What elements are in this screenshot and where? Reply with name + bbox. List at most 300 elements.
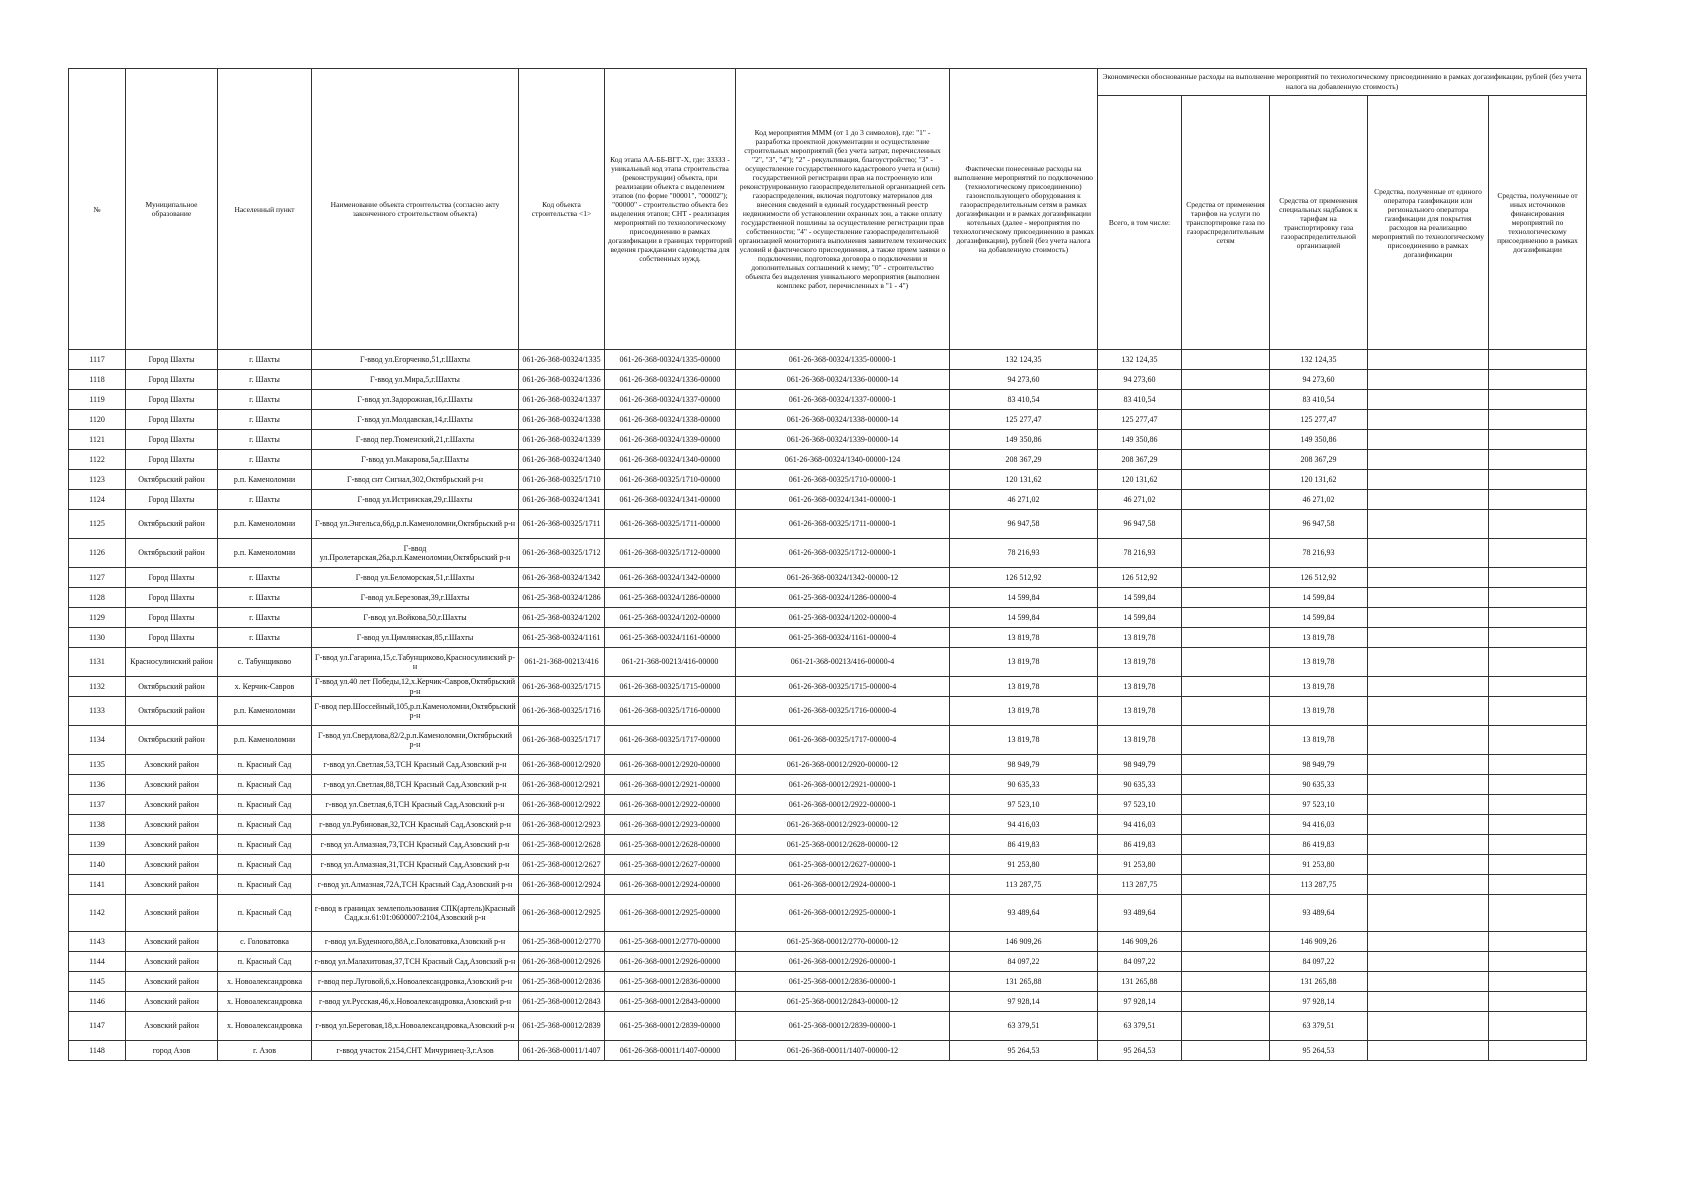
cell-operator xyxy=(1368,895,1489,932)
cell-num: 1135 xyxy=(69,755,126,775)
cell-total: 13 819,78 xyxy=(1098,628,1182,648)
cell-other xyxy=(1489,855,1587,875)
cell-other xyxy=(1489,1041,1587,1061)
cell-object-name: г-ввод пер.Луговой,6,х.Новоалександровка,Азовский р-н xyxy=(312,972,519,992)
cell-municipality: Город Шахты xyxy=(126,450,218,470)
cell-tariff xyxy=(1182,370,1270,390)
cell-total: 98 949,79 xyxy=(1098,755,1182,775)
cell-object-name: Г-ввод ул.Егорченко,51,г.Шахты xyxy=(312,350,519,370)
cell-surcharge: 13 819,78 xyxy=(1270,677,1368,697)
cell-settlement: г. Шахты xyxy=(218,628,312,648)
cell-settlement: г. Шахты xyxy=(218,370,312,390)
cell-settlement: п. Красный Сад xyxy=(218,835,312,855)
cell-surcharge: 91 253,80 xyxy=(1270,855,1368,875)
cell-event-code: 061-26-368-00324/1335-00000-1 xyxy=(736,350,950,370)
table-row xyxy=(69,648,1587,677)
cell-object-name: Г-ввод пер.Тюменский,21,г.Шахты xyxy=(312,430,519,450)
cell-tariff xyxy=(1182,470,1270,490)
cell-other xyxy=(1489,972,1587,992)
cell-stage-code: 061-26-368-00325/1717-00000 xyxy=(605,726,736,755)
cell-settlement: г. Азов xyxy=(218,1041,312,1061)
table-row xyxy=(69,470,1587,490)
table-row xyxy=(69,835,1587,855)
cell-object-name: Г-ввод ул.40 лет Победы,12,х.Керчик-Савров,Октябрьский р-н xyxy=(312,677,519,697)
cell-stage-code: 061-21-368-00213/416-00000 xyxy=(605,648,736,677)
cell-other xyxy=(1489,755,1587,775)
cell-operator xyxy=(1368,390,1489,410)
cell-settlement: г. Шахты xyxy=(218,588,312,608)
cell-tariff xyxy=(1182,775,1270,795)
cell-stage-code: 061-26-368-00324/1336-00000 xyxy=(605,370,736,390)
cell-municipality: Азовский район xyxy=(126,835,218,855)
cell-other xyxy=(1489,795,1587,815)
cell-tariff xyxy=(1182,350,1270,370)
table-row xyxy=(69,726,1587,755)
cell-operator xyxy=(1368,677,1489,697)
cell-total: 131 265,88 xyxy=(1098,972,1182,992)
cell-object-name: Г-ввод пер.Шоссейный,105,р.п.Каменоломни,Октябрьский р-н xyxy=(312,697,519,726)
cell-stage-code: 061-26-368-00325/1711-00000 xyxy=(605,510,736,539)
cell-operator xyxy=(1368,972,1489,992)
cell-other xyxy=(1489,815,1587,835)
cell-other xyxy=(1489,608,1587,628)
cell-tariff xyxy=(1182,568,1270,588)
cell-object-code: 061-26-368-00012/2922 xyxy=(519,795,605,815)
cell-num: 1125 xyxy=(69,510,126,539)
cell-other xyxy=(1489,350,1587,370)
cell-municipality: Азовский район xyxy=(126,855,218,875)
cell-event-code: 061-26-368-00324/1338-00000-14 xyxy=(736,410,950,430)
cell-event-code: 061-25-368-00012/2628-00000-12 xyxy=(736,835,950,855)
cell-actual-costs: 120 131,62 xyxy=(950,470,1098,490)
cell-total: 14 599,84 xyxy=(1098,608,1182,628)
cell-settlement: х. Новоалександровка xyxy=(218,1012,312,1041)
cell-object-name: Г-ввод ул.Молдавская,14,г.Шахты xyxy=(312,410,519,430)
header-econ-costs: Экономически обоснованные расходы на выполнение мероприятий по технологическому присоединению в рамках догазификации, рублей (без учета налога на добавленную стоимость) xyxy=(1098,69,1587,96)
cell-object-code: 061-26-368-00012/2923 xyxy=(519,815,605,835)
cell-total: 63 379,51 xyxy=(1098,1012,1182,1041)
table-row xyxy=(69,875,1587,895)
cell-other xyxy=(1489,539,1587,568)
cell-municipality: Азовский район xyxy=(126,755,218,775)
cell-object-name: г-ввод ул.Светлая,53,ТСН Красный Сад,Азовский р-н xyxy=(312,755,519,775)
cell-municipality: Азовский район xyxy=(126,895,218,932)
cell-operator xyxy=(1368,628,1489,648)
cell-surcharge: 46 271,02 xyxy=(1270,490,1368,510)
cell-num: 1128 xyxy=(69,588,126,608)
table-row xyxy=(69,608,1587,628)
cell-num: 1140 xyxy=(69,855,126,875)
cell-surcharge: 13 819,78 xyxy=(1270,697,1368,726)
cell-num: 1144 xyxy=(69,952,126,972)
cell-object-code: 061-26-368-00325/1711 xyxy=(519,510,605,539)
cell-operator xyxy=(1368,726,1489,755)
cell-event-code: 061-26-368-00325/1710-00000-1 xyxy=(736,470,950,490)
cell-tariff xyxy=(1182,726,1270,755)
cell-object-name: г-ввод участок 2154,СНТ Мичуринец-3,г.Азов xyxy=(312,1041,519,1061)
cell-total: 95 264,53 xyxy=(1098,1041,1182,1061)
cell-operator xyxy=(1368,755,1489,775)
cell-operator xyxy=(1368,697,1489,726)
cell-tariff xyxy=(1182,677,1270,697)
cell-event-code: 061-25-368-00324/1286-00000-4 xyxy=(736,588,950,608)
cell-object-code: 061-25-368-00012/2839 xyxy=(519,1012,605,1041)
cell-surcharge: 83 410,54 xyxy=(1270,390,1368,410)
cell-actual-costs: 84 097,22 xyxy=(950,952,1098,972)
cell-object-name: Г-ввод снт Сигнал,302,Октябрьский р-н xyxy=(312,470,519,490)
cell-tariff xyxy=(1182,895,1270,932)
header-total: Всего, в том числе: xyxy=(1098,96,1182,350)
cell-surcharge: 13 819,78 xyxy=(1270,726,1368,755)
cell-total: 13 819,78 xyxy=(1098,648,1182,677)
cell-total: 14 599,84 xyxy=(1098,588,1182,608)
cell-object-code: 061-25-368-00012/2628 xyxy=(519,835,605,855)
cell-object-name: г-ввод ул.Береговая,18,х.Новоалександровка,Азовский р-н xyxy=(312,1012,519,1041)
cell-municipality: Город Шахты xyxy=(126,430,218,450)
cell-settlement: г. Шахты xyxy=(218,608,312,628)
cell-settlement: г. Шахты xyxy=(218,490,312,510)
cell-operator xyxy=(1368,430,1489,450)
cell-stage-code: 061-26-368-00325/1710-00000 xyxy=(605,470,736,490)
cell-stage-code: 061-25-368-00012/2628-00000 xyxy=(605,835,736,855)
cell-municipality: Город Шахты xyxy=(126,410,218,430)
cell-event-code: 061-26-368-00012/2922-00000-1 xyxy=(736,795,950,815)
cell-object-name: Г-ввод ул.Макарова,5а,г.Шахты xyxy=(312,450,519,470)
header-object-name: Наименование объекта строительства (согласно акту законченного строительством объекта) xyxy=(312,69,519,350)
cell-event-code: 061-26-368-00012/2924-00000-1 xyxy=(736,875,950,895)
cell-surcharge: 146 909,26 xyxy=(1270,932,1368,952)
cell-actual-costs: 63 379,51 xyxy=(950,1012,1098,1041)
cell-event-code: 061-25-368-00012/2770-00000-12 xyxy=(736,932,950,952)
header-settlement: Населенный пункт xyxy=(218,69,312,350)
cell-settlement: р.п. Каменоломни xyxy=(218,697,312,726)
cell-num: 1131 xyxy=(69,648,126,677)
cell-event-code: 061-26-368-00325/1717-00000-4 xyxy=(736,726,950,755)
cell-num: 1132 xyxy=(69,677,126,697)
cell-tariff xyxy=(1182,1041,1270,1061)
cell-tariff xyxy=(1182,855,1270,875)
cell-event-code: 061-26-368-00324/1336-00000-14 xyxy=(736,370,950,390)
cell-stage-code: 061-25-368-00012/2843-00000 xyxy=(605,992,736,1012)
table-row xyxy=(69,895,1587,932)
cell-surcharge: 126 512,92 xyxy=(1270,568,1368,588)
cell-total: 78 216,93 xyxy=(1098,539,1182,568)
cell-surcharge: 94 416,03 xyxy=(1270,815,1368,835)
cell-event-code: 061-26-368-00324/1339-00000-14 xyxy=(736,430,950,450)
cell-actual-costs: 113 287,75 xyxy=(950,875,1098,895)
cell-settlement: п. Красный Сад xyxy=(218,795,312,815)
table-row xyxy=(69,370,1587,390)
cell-total: 97 928,14 xyxy=(1098,992,1182,1012)
cell-stage-code: 061-26-368-00325/1715-00000 xyxy=(605,677,736,697)
cell-num: 1143 xyxy=(69,932,126,952)
cell-municipality: Азовский район xyxy=(126,972,218,992)
cell-total: 90 635,33 xyxy=(1098,775,1182,795)
cell-tariff xyxy=(1182,1012,1270,1041)
table-row xyxy=(69,992,1587,1012)
cell-object-code: 061-26-368-00012/2926 xyxy=(519,952,605,972)
cell-operator xyxy=(1368,568,1489,588)
cell-object-name: г-ввод ул.Светлая,88,ТСН Красный Сад,Азовский р-н xyxy=(312,775,519,795)
cell-stage-code: 061-26-368-00012/2923-00000 xyxy=(605,815,736,835)
cell-settlement: с. Головатовка xyxy=(218,932,312,952)
cell-operator xyxy=(1368,648,1489,677)
cell-settlement: г. Шахты xyxy=(218,568,312,588)
table-row xyxy=(69,628,1587,648)
header-tariff: Средства от применения тарифов на услуги по транспортировке газа по газораспределительным сетям xyxy=(1182,96,1270,350)
cell-total: 146 909,26 xyxy=(1098,932,1182,952)
cell-surcharge: 86 419,83 xyxy=(1270,835,1368,855)
cell-actual-costs: 94 273,60 xyxy=(950,370,1098,390)
cell-municipality: Октябрьский район xyxy=(126,510,218,539)
cell-total: 125 277,47 xyxy=(1098,410,1182,430)
cell-tariff xyxy=(1182,755,1270,775)
cell-operator xyxy=(1368,490,1489,510)
cell-tariff xyxy=(1182,450,1270,470)
cell-event-code: 061-26-368-00325/1715-00000-4 xyxy=(736,677,950,697)
cell-stage-code: 061-26-368-00324/1339-00000 xyxy=(605,430,736,450)
cell-stage-code: 061-26-368-00324/1341-00000 xyxy=(605,490,736,510)
cell-num: 1126 xyxy=(69,539,126,568)
header-num: № xyxy=(69,69,126,350)
cell-event-code: 061-26-368-00325/1712-00000-1 xyxy=(736,539,950,568)
cell-settlement: г. Шахты xyxy=(218,350,312,370)
cell-actual-costs: 149 350,86 xyxy=(950,430,1098,450)
cell-total: 94 416,03 xyxy=(1098,815,1182,835)
cell-object-name: г-ввод ул.Светлая,6,ТСН Красный Сад,Азовский р-н xyxy=(312,795,519,815)
cell-stage-code: 061-26-368-00324/1340-00000 xyxy=(605,450,736,470)
cell-other xyxy=(1489,510,1587,539)
cell-actual-costs: 131 265,88 xyxy=(950,972,1098,992)
table-row xyxy=(69,697,1587,726)
cell-municipality: Город Шахты xyxy=(126,350,218,370)
cell-operator xyxy=(1368,932,1489,952)
cell-stage-code: 061-25-368-00324/1161-00000 xyxy=(605,628,736,648)
cell-object-code: 061-26-368-00325/1712 xyxy=(519,539,605,568)
cell-tariff xyxy=(1182,648,1270,677)
cell-municipality: Азовский район xyxy=(126,1012,218,1041)
cell-total: 86 419,83 xyxy=(1098,835,1182,855)
cell-stage-code: 061-26-368-00012/2922-00000 xyxy=(605,795,736,815)
cell-municipality: Октябрьский район xyxy=(126,726,218,755)
cell-object-code: 061-26-368-00324/1339 xyxy=(519,430,605,450)
cell-municipality: Октябрьский район xyxy=(126,470,218,490)
cell-surcharge: 96 947,58 xyxy=(1270,510,1368,539)
cell-municipality: Азовский район xyxy=(126,815,218,835)
table-row xyxy=(69,1041,1587,1061)
cell-object-name: Г-ввод ул.Задорожная,16,г.Шахты xyxy=(312,390,519,410)
cell-total: 97 523,10 xyxy=(1098,795,1182,815)
cell-other xyxy=(1489,952,1587,972)
cell-total: 13 819,78 xyxy=(1098,677,1182,697)
cell-tariff xyxy=(1182,628,1270,648)
cell-num: 1145 xyxy=(69,972,126,992)
cell-surcharge: 13 819,78 xyxy=(1270,648,1368,677)
cell-operator xyxy=(1368,1012,1489,1041)
cell-stage-code: 061-25-368-00012/2839-00000 xyxy=(605,1012,736,1041)
table-row xyxy=(69,1012,1587,1041)
cell-event-code: 061-26-368-00325/1711-00000-1 xyxy=(736,510,950,539)
cell-object-code: 061-26-368-00325/1717 xyxy=(519,726,605,755)
cell-municipality: Азовский район xyxy=(126,795,218,815)
cell-operator xyxy=(1368,815,1489,835)
cell-total: 13 819,78 xyxy=(1098,697,1182,726)
cell-object-name: г-ввод ул.Рубиновая,32,ТСН Красный Сад,Азовский р-н xyxy=(312,815,519,835)
table-row xyxy=(69,350,1587,370)
cell-tariff xyxy=(1182,510,1270,539)
cell-actual-costs: 13 819,78 xyxy=(950,697,1098,726)
table-row xyxy=(69,490,1587,510)
cell-object-code: 061-26-368-00324/1336 xyxy=(519,370,605,390)
table-row xyxy=(69,539,1587,568)
cell-event-code: 061-26-368-00324/1341-00000-1 xyxy=(736,490,950,510)
cell-settlement: г. Шахты xyxy=(218,390,312,410)
cell-operator xyxy=(1368,510,1489,539)
cell-other xyxy=(1489,932,1587,952)
cell-tariff xyxy=(1182,835,1270,855)
cell-num: 1133 xyxy=(69,697,126,726)
cell-settlement: х. Керчик-Савров xyxy=(218,677,312,697)
cell-actual-costs: 14 599,84 xyxy=(950,588,1098,608)
cell-actual-costs: 125 277,47 xyxy=(950,410,1098,430)
table-row xyxy=(69,932,1587,952)
cell-surcharge: 208 367,29 xyxy=(1270,450,1368,470)
cell-settlement: п. Красный Сад xyxy=(218,755,312,775)
cell-operator xyxy=(1368,875,1489,895)
cell-object-code: 061-25-368-00012/2627 xyxy=(519,855,605,875)
cell-num: 1118 xyxy=(69,370,126,390)
table-row xyxy=(69,410,1587,430)
cell-event-code: 061-21-368-00213/416-00000-4 xyxy=(736,648,950,677)
cell-stage-code: 061-25-368-00012/2627-00000 xyxy=(605,855,736,875)
cell-operator xyxy=(1368,370,1489,390)
cell-event-code: 061-26-368-00012/2923-00000-12 xyxy=(736,815,950,835)
cell-surcharge: 97 523,10 xyxy=(1270,795,1368,815)
cell-object-name: г-ввод ул.Буденного,88А,с.Головатовка,Азовский р-н xyxy=(312,932,519,952)
cell-event-code: 061-25-368-00012/2627-00000-1 xyxy=(736,855,950,875)
cell-other xyxy=(1489,835,1587,855)
cell-object-code: 061-21-368-00213/416 xyxy=(519,648,605,677)
cell-settlement: х. Новоалександровка xyxy=(218,992,312,1012)
cell-municipality: Город Шахты xyxy=(126,370,218,390)
cell-actual-costs: 94 416,03 xyxy=(950,815,1098,835)
cell-tariff xyxy=(1182,410,1270,430)
cell-surcharge: 84 097,22 xyxy=(1270,952,1368,972)
cell-object-code: 061-26-368-00011/1407 xyxy=(519,1041,605,1061)
cell-actual-costs: 86 419,83 xyxy=(950,835,1098,855)
cell-tariff xyxy=(1182,390,1270,410)
cell-settlement: п. Красный Сад xyxy=(218,855,312,875)
cell-total: 94 273,60 xyxy=(1098,370,1182,390)
cell-other xyxy=(1489,370,1587,390)
cell-object-name: Г-ввод ул.Свердлова,82/2,р.п.Каменоломни,Октябрьский р-н xyxy=(312,726,519,755)
cell-operator xyxy=(1368,608,1489,628)
cell-settlement: п. Красный Сад xyxy=(218,952,312,972)
cell-settlement: п. Красный Сад xyxy=(218,775,312,795)
cell-stage-code: 061-25-368-00324/1202-00000 xyxy=(605,608,736,628)
header-municipality: Муниципальное образование xyxy=(126,69,218,350)
cell-total: 149 350,86 xyxy=(1098,430,1182,450)
cell-surcharge: 14 599,84 xyxy=(1270,588,1368,608)
cell-surcharge: 14 599,84 xyxy=(1270,608,1368,628)
cell-object-code: 061-26-368-00324/1341 xyxy=(519,490,605,510)
cell-object-code: 061-25-368-00324/1202 xyxy=(519,608,605,628)
cell-tariff xyxy=(1182,992,1270,1012)
cell-total: 84 097,22 xyxy=(1098,952,1182,972)
cell-operator xyxy=(1368,450,1489,470)
cell-num: 1129 xyxy=(69,608,126,628)
cell-other xyxy=(1489,470,1587,490)
cell-operator xyxy=(1368,992,1489,1012)
cell-num: 1121 xyxy=(69,430,126,450)
cell-actual-costs: 95 264,53 xyxy=(950,1041,1098,1061)
cell-surcharge: 131 265,88 xyxy=(1270,972,1368,992)
cell-num: 1124 xyxy=(69,490,126,510)
cell-actual-costs: 83 410,54 xyxy=(950,390,1098,410)
cell-stage-code: 061-26-368-00325/1716-00000 xyxy=(605,697,736,726)
cell-surcharge: 120 131,62 xyxy=(1270,470,1368,490)
cell-settlement: с. Табунщиково xyxy=(218,648,312,677)
cell-num: 1146 xyxy=(69,992,126,1012)
cell-surcharge: 13 819,78 xyxy=(1270,628,1368,648)
cell-settlement: п. Красный Сад xyxy=(218,815,312,835)
cell-event-code: 061-26-368-00324/1337-00000-1 xyxy=(736,390,950,410)
cell-surcharge: 113 287,75 xyxy=(1270,875,1368,895)
cell-stage-code: 061-26-368-00012/2920-00000 xyxy=(605,755,736,775)
cell-num: 1127 xyxy=(69,568,126,588)
cell-tariff xyxy=(1182,539,1270,568)
cell-tariff xyxy=(1182,608,1270,628)
cell-object-name: г-ввод ул.Алмазная,72А,ТСН Красный Сад,Азовский р-н xyxy=(312,875,519,895)
cell-settlement: р.п. Каменоломни xyxy=(218,470,312,490)
cell-object-code: 061-26-368-00012/2920 xyxy=(519,755,605,775)
cell-object-code: 061-26-368-00324/1340 xyxy=(519,450,605,470)
cell-municipality: Азовский район xyxy=(126,992,218,1012)
cell-other xyxy=(1489,648,1587,677)
cell-stage-code: 061-26-368-00012/2925-00000 xyxy=(605,895,736,932)
cell-municipality: Город Шахты xyxy=(126,568,218,588)
cell-num: 1117 xyxy=(69,350,126,370)
cell-object-name: г-ввод ул.Русская,46,х.Новоалександровка,Азовский р-н xyxy=(312,992,519,1012)
cell-num: 1138 xyxy=(69,815,126,835)
cell-settlement: г. Шахты xyxy=(218,430,312,450)
cell-surcharge: 149 350,86 xyxy=(1270,430,1368,450)
cell-event-code: 061-26-368-00325/1716-00000-4 xyxy=(736,697,950,726)
cell-object-code: 061-25-368-00324/1286 xyxy=(519,588,605,608)
cell-event-code: 061-25-368-00012/2843-00000-12 xyxy=(736,992,950,1012)
cell-event-code: 061-25-368-00324/1202-00000-4 xyxy=(736,608,950,628)
cell-municipality: Город Шахты xyxy=(126,390,218,410)
cell-municipality: Азовский район xyxy=(126,775,218,795)
cell-stage-code: 061-25-368-00012/2836-00000 xyxy=(605,972,736,992)
cell-other xyxy=(1489,697,1587,726)
cell-surcharge: 95 264,53 xyxy=(1270,1041,1368,1061)
cell-tariff xyxy=(1182,490,1270,510)
cell-other xyxy=(1489,875,1587,895)
cell-tariff xyxy=(1182,875,1270,895)
cell-total: 96 947,58 xyxy=(1098,510,1182,539)
cell-event-code: 061-26-368-00324/1340-00000-124 xyxy=(736,450,950,470)
cell-other xyxy=(1489,992,1587,1012)
cell-object-code: 061-26-368-00325/1716 xyxy=(519,697,605,726)
cell-operator xyxy=(1368,1041,1489,1061)
cell-actual-costs: 97 928,14 xyxy=(950,992,1098,1012)
cell-object-name: Г-ввод ул.Мира,5,г.Шахты xyxy=(312,370,519,390)
cell-operator xyxy=(1368,350,1489,370)
cell-event-code: 061-26-368-00012/2921-00000-1 xyxy=(736,775,950,795)
cell-event-code: 061-26-368-00012/2926-00000-1 xyxy=(736,952,950,972)
cell-num: 1147 xyxy=(69,1012,126,1041)
